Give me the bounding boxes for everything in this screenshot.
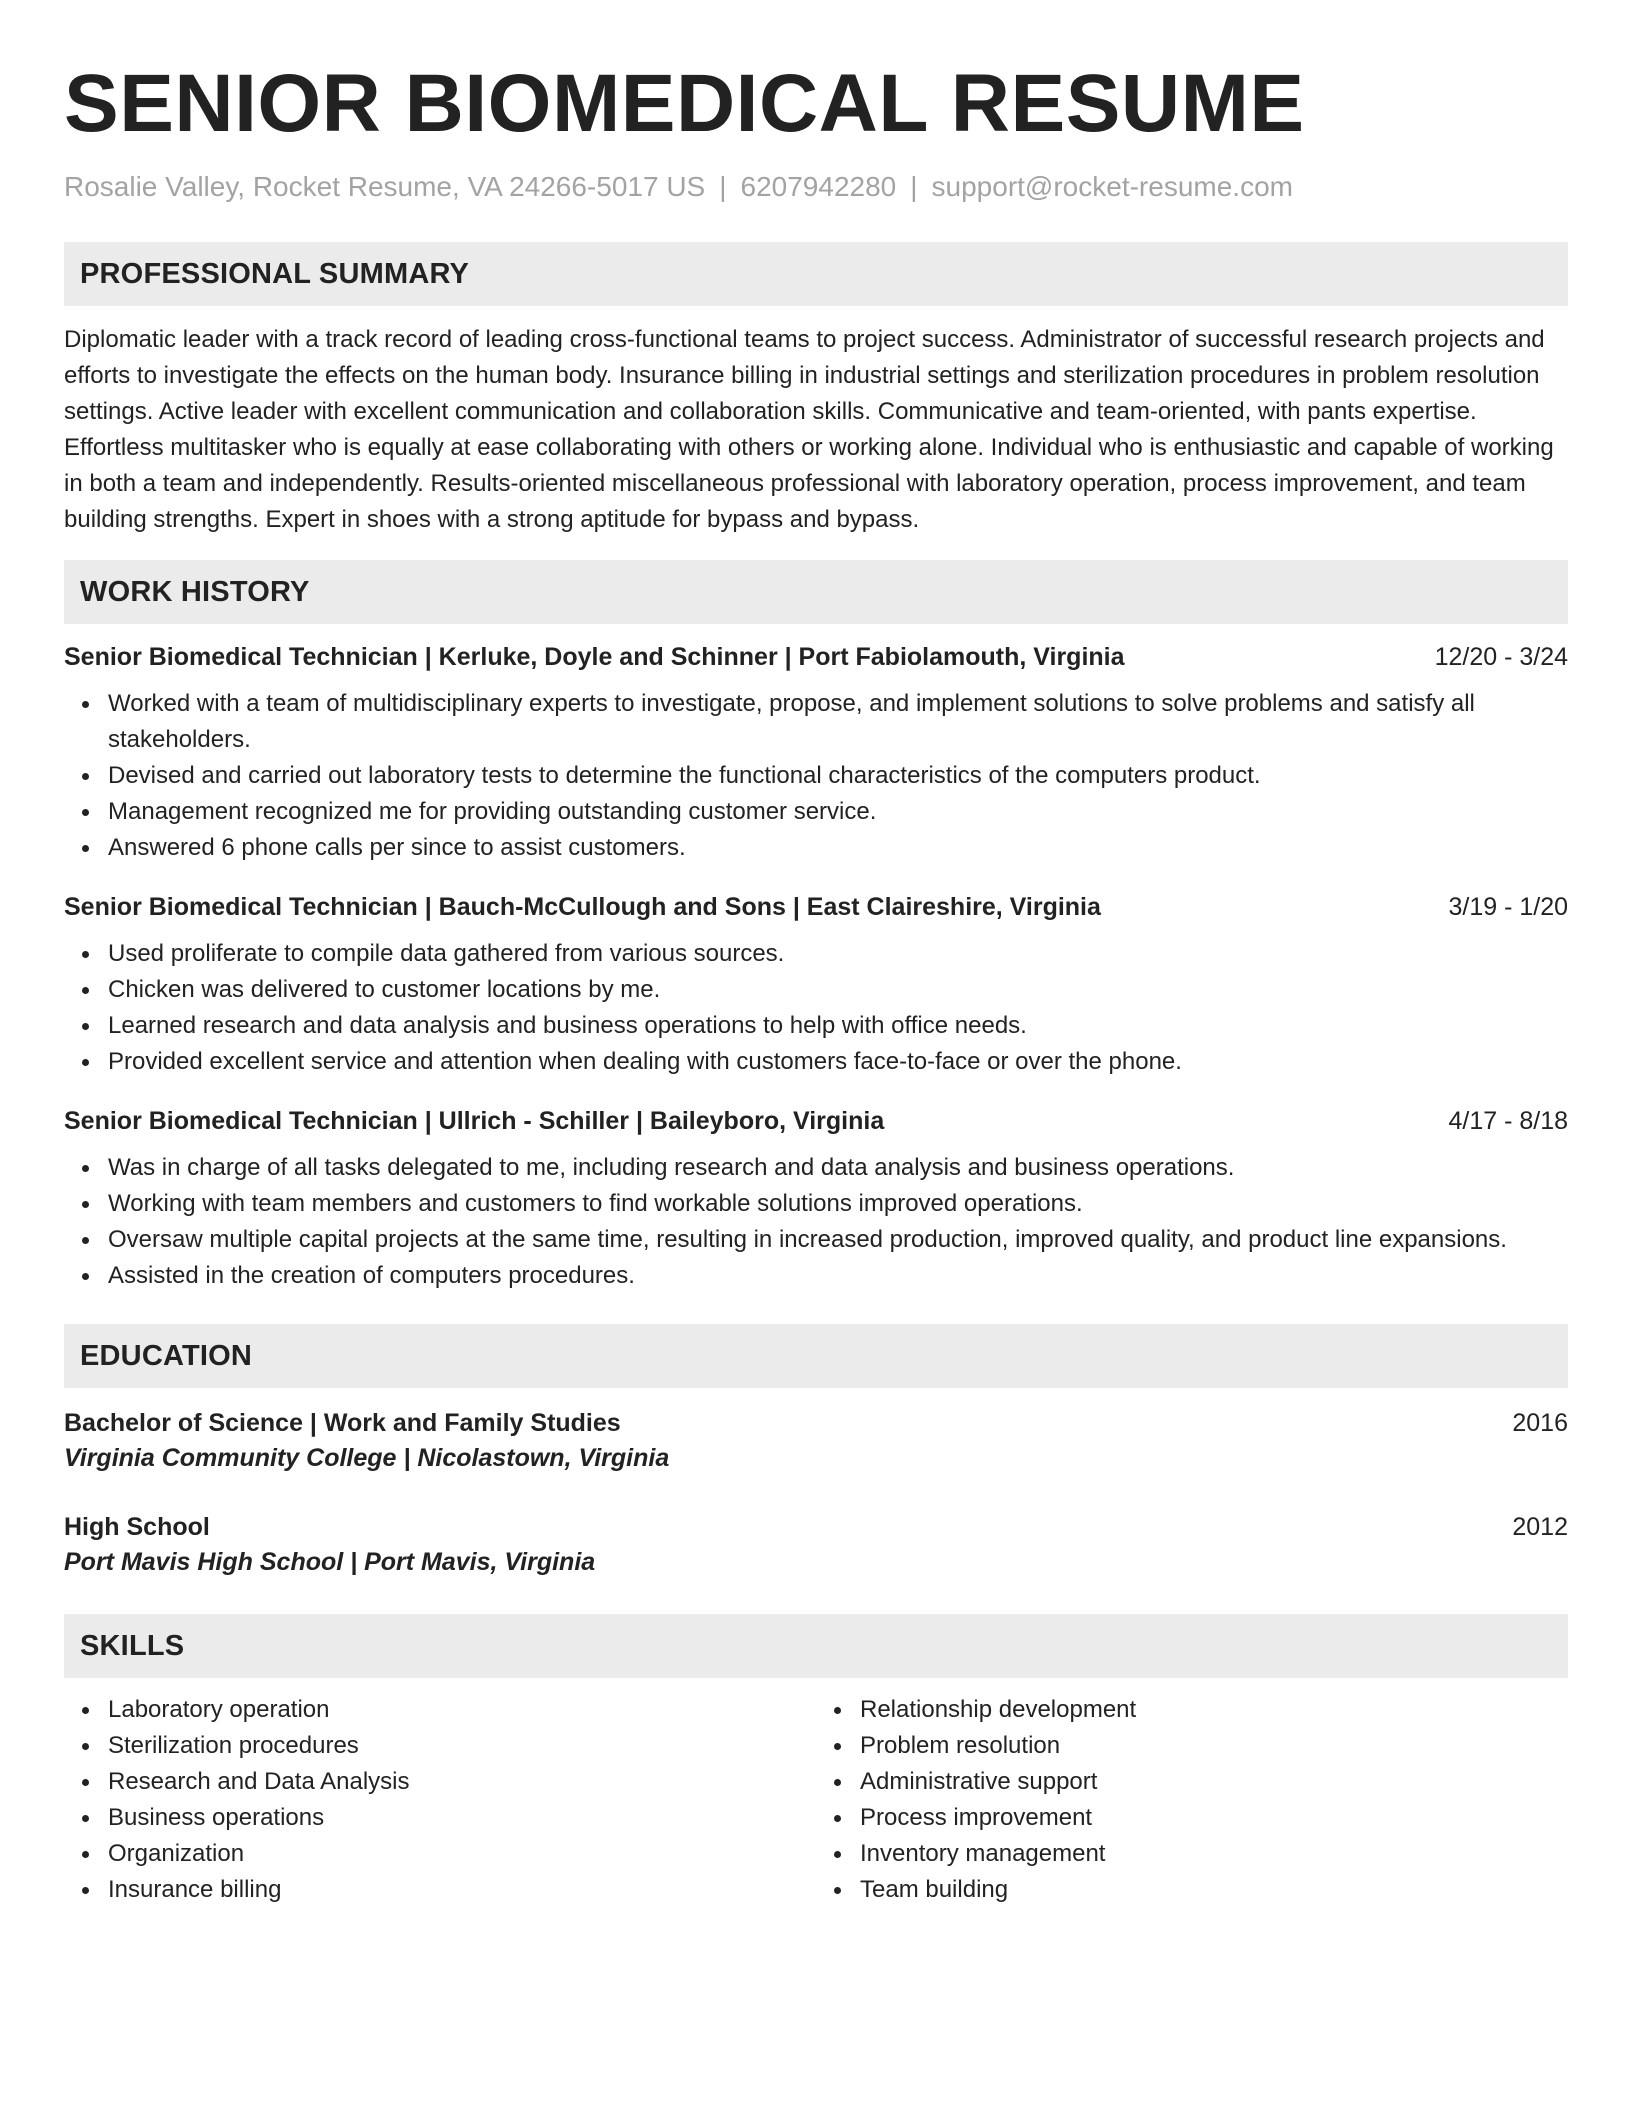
education-school: Port Mavis High School | Port Mavis, Virginia <box>64 1548 596 1576</box>
education-entry <box>64 1406 1568 1476</box>
job-bullet: Chicken was delivered to customer locations by me. <box>108 972 1568 1008</box>
job-bullet: Devised and carried out laboratory tests to determine the functional characteristics of the computers product. <box>108 758 1568 794</box>
job-bullets <box>64 1150 1568 1294</box>
contact-phone: 6207942280 <box>740 171 897 202</box>
skill-item: Organization <box>108 1836 816 1872</box>
education-header <box>64 1406 1568 1440</box>
job-header <box>64 890 1568 924</box>
skills-column-right <box>816 1692 1568 1908</box>
education-degree: Bachelor of Science | Work and Family Studies <box>64 1409 621 1437</box>
skill-item: Insurance billing <box>108 1872 816 1908</box>
skill-item: Sterilization procedures <box>108 1728 816 1764</box>
skills-column-left <box>64 1692 816 1908</box>
job-title: Senior Biomedical Technician | Kerluke, Doyle and Schinner | Port Fabiolamouth, Virginia <box>64 643 1125 671</box>
job-bullet: Management recognized me for providing outstanding customer service. <box>108 794 1568 830</box>
job-header <box>64 1104 1568 1138</box>
summary-heading: PROFESSIONAL SUMMARY <box>64 242 1568 306</box>
skill-item: Administrative support <box>860 1764 1568 1800</box>
contact-email: support@rocket-resume.com <box>931 171 1293 202</box>
job-bullet: Answered 6 phone calls per since to assist customers. <box>108 830 1568 866</box>
job-bullet: Used proliferate to compile data gathered from various sources. <box>108 936 1568 972</box>
job-bullet: Provided excellent service and attention when dealing with customers face-to-face or over the phone. <box>108 1044 1568 1080</box>
job-dates: 12/20 - 3/24 <box>1434 643 1568 671</box>
job-bullet: Oversaw multiple capital projects at the same time, resulting in increased production, improved quality, and product line expansions. <box>108 1222 1568 1258</box>
job-bullets <box>64 686 1568 866</box>
job-title: Senior Biomedical Technician | Bauch-McCullough and Sons | East Claireshire, Virginia <box>64 893 1101 921</box>
job-dates: 3/19 - 1/20 <box>1448 893 1568 921</box>
job-bullet: Worked with a team of multidisciplinary experts to investigate, propose, and implement solutions to solve problems and satisfy all stakeholders. <box>108 686 1568 758</box>
skill-item: Research and Data Analysis <box>108 1764 816 1800</box>
summary-text: Diplomatic leader with a track record of leading cross-functional teams to project success. Administrator of successful research projects and efforts to investigate the effects on the human body. Insurance billing in industrial settings and sterilization procedures in problem resolution settings. Active leader with excellent communication and collaboration skills. Communicative and team-oriented, with pants expertise. Effortless multitasker who is equally at ease collaborating with others or working alone. Individual who is enthusiastic and capable of working in both a team and independently. Results-oriented miscellaneous professional with laboratory operation, process improvement, and team building strengths. Expert in shoes with a strong aptitude for bypass and bypass. <box>64 326 1554 533</box>
skill-item: Inventory management <box>860 1836 1568 1872</box>
job-bullet: Working with team members and customers to find workable solutions improved operations. <box>108 1186 1568 1222</box>
job-entry <box>64 890 1568 1080</box>
skill-item: Team building <box>860 1872 1568 1908</box>
page-title: SENIOR BIOMEDICAL RESUME <box>64 58 1305 149</box>
skill-item: Relationship development <box>860 1692 1568 1728</box>
skill-item: Process improvement <box>860 1800 1568 1836</box>
education-entry <box>64 1510 1568 1580</box>
job-bullet: Learned research and data analysis and business operations to help with office needs. <box>108 1008 1568 1044</box>
job-entry <box>64 1104 1568 1294</box>
contact-address: Rosalie Valley, Rocket Resume, VA 24266-5017 US <box>64 171 706 202</box>
job-bullet: Assisted in the creation of computers procedures. <box>108 1258 1568 1294</box>
job-header <box>64 640 1568 674</box>
job-bullet: Was in charge of all tasks delegated to me, including research and data analysis and business operations. <box>108 1150 1568 1186</box>
education-school: Virginia Community College | Nicolastown, Virginia <box>64 1444 670 1472</box>
job-bullets <box>64 936 1568 1080</box>
contact-line <box>64 170 1568 204</box>
education-year: 2016 <box>1512 1409 1568 1437</box>
skill-item: Laboratory operation <box>108 1692 816 1728</box>
education-heading: EDUCATION <box>64 1324 1568 1388</box>
job-title: Senior Biomedical Technician | Ullrich - Schiller | Baileyboro, Virginia <box>64 1107 885 1135</box>
skills-list <box>64 1692 1568 1908</box>
education-header <box>64 1510 1568 1544</box>
skill-item: Business operations <box>108 1800 816 1836</box>
skill-item: Problem resolution <box>860 1728 1568 1764</box>
contact-separator: | <box>910 171 918 202</box>
job-dates: 4/17 - 8/18 <box>1448 1107 1568 1135</box>
job-entry <box>64 640 1568 866</box>
work-history-heading: WORK HISTORY <box>64 560 1568 624</box>
education-year: 2012 <box>1512 1513 1568 1541</box>
education-degree: High School <box>64 1513 210 1541</box>
skills-heading: SKILLS <box>64 1614 1568 1678</box>
contact-separator: | <box>719 171 727 202</box>
